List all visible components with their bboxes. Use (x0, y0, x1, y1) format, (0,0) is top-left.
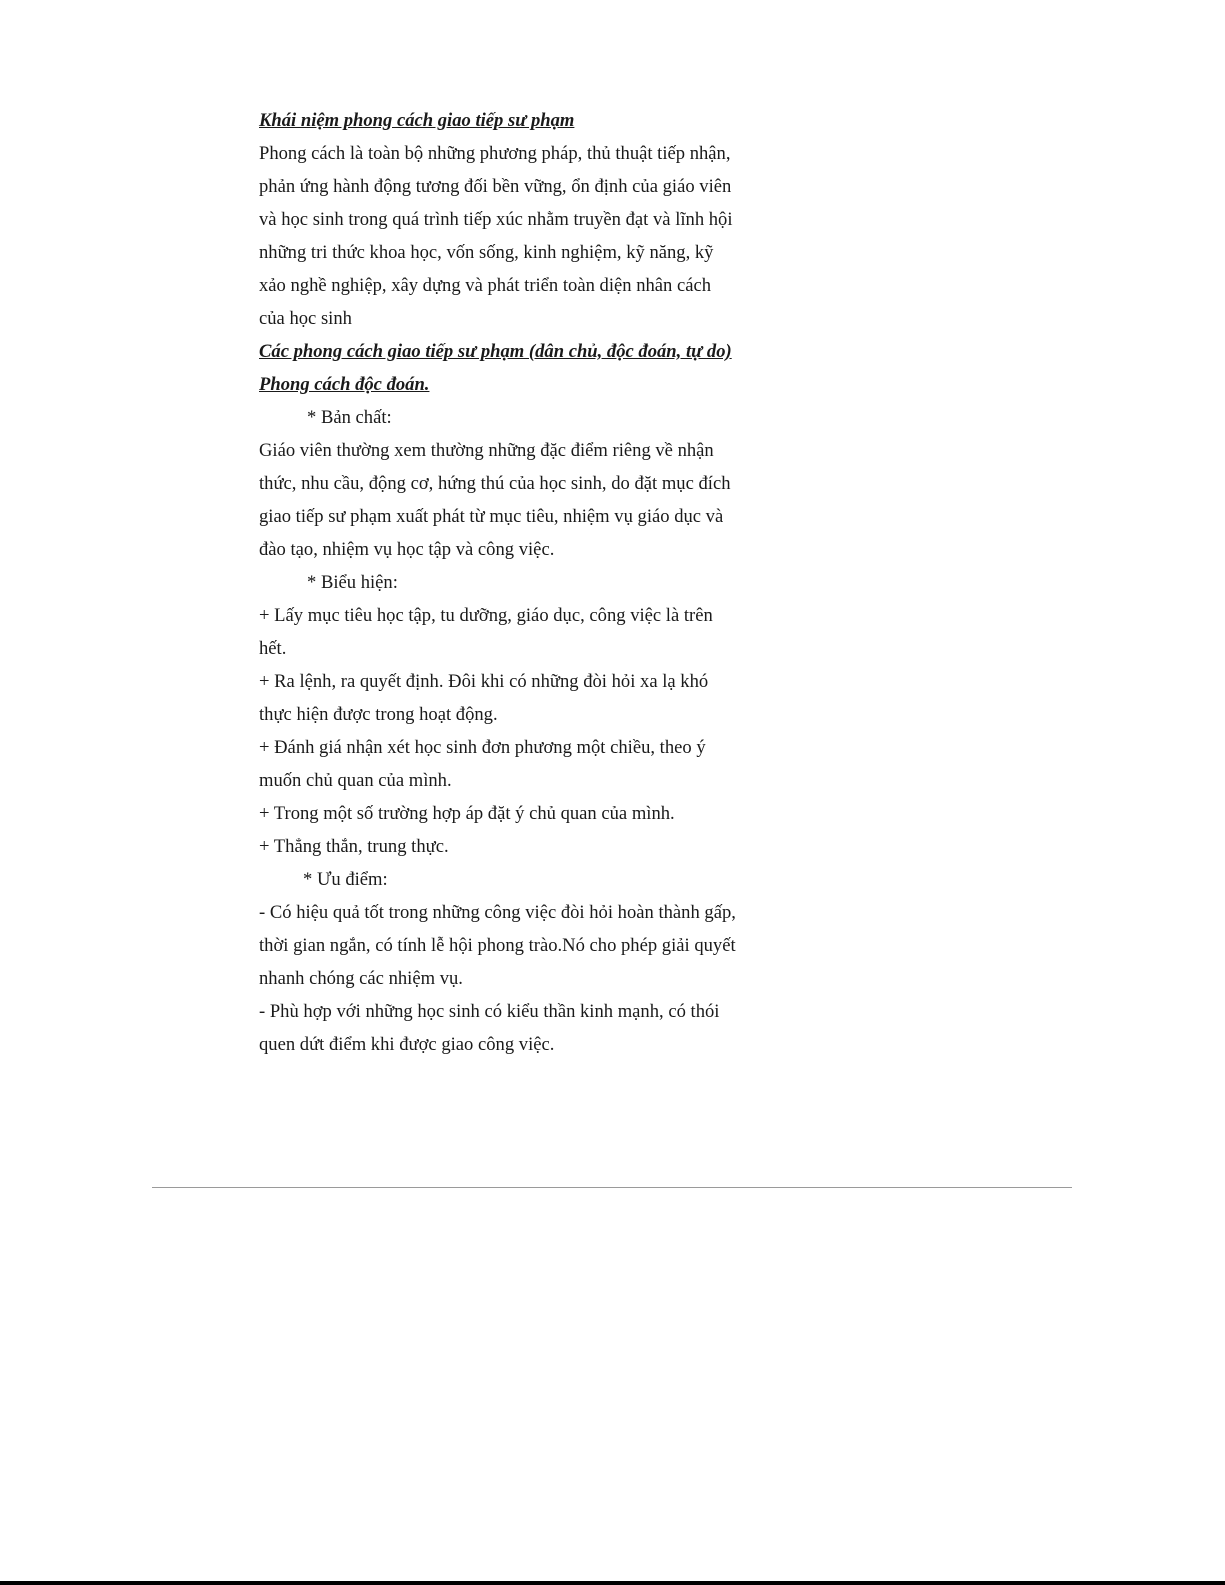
list-item-line: thời gian ngắn, có tính lễ hội phong trào.Nó cho phép giải quyết (259, 935, 736, 956)
paragraph-line: Giáo viên thường xem thường những đặc điểm riêng về nhận (259, 440, 714, 461)
heading-authoritarian: Phong cách độc đoán. (259, 374, 430, 395)
list-item-line: thực hiện được trong hoạt động. (259, 704, 498, 725)
page-divider (152, 1187, 1072, 1188)
list-item-line: + Ra lệnh, ra quyết định. Đôi khi có những đòi hỏi xa lạ khó (259, 671, 709, 692)
list-item-line: + Đánh giá nhận xét học sinh đơn phương một chiều, theo ý (259, 737, 706, 758)
list-item-line: - Có hiệu quả tốt trong những công việc đòi hỏi hoàn thành gấp, (259, 902, 736, 923)
paragraph-line: Phong cách là toàn bộ những phương pháp, thủ thuật tiếp nhận, (259, 143, 731, 164)
paragraph-line: của học sinh (259, 308, 352, 329)
heading-concept: Khái niệm phong cách giao tiếp sư phạm (259, 110, 575, 131)
paragraph-line: xảo nghề nghiệp, xây dựng và phát triển toàn diện nhân cách (259, 275, 712, 296)
subheading-advantages: * Ưu điểm: (303, 869, 388, 890)
subheading-manifestation: * Biểu hiện: (307, 572, 398, 593)
list-item-line: + Lấy mục tiêu học tập, tu dưỡng, giáo dục, công việc là trên (259, 605, 713, 626)
list-item-line: + Trong một số trường hợp áp đặt ý chủ quan của mình. (259, 803, 675, 824)
list-item-line: + Thẳng thắn, trung thực. (259, 836, 449, 857)
paragraph-line: đào tạo, nhiệm vụ học tập và công việc. (259, 539, 555, 560)
subheading-nature: * Bản chất: (307, 407, 392, 428)
heading-styles: Các phong cách giao tiếp sư phạm (dân chủ, độc đoán, tự do) (259, 341, 732, 362)
paragraph-line: phản ứng hành động tương đối bền vững, ổn định của giáo viên (259, 176, 732, 197)
list-item-line: nhanh chóng các nhiệm vụ. (259, 968, 463, 989)
paragraph-line: thức, nhu cầu, động cơ, hứng thú của học sinh, do đặt mục đích (259, 473, 731, 494)
list-item-line: - Phù hợp với những học sinh có kiểu thần kinh mạnh, có thói (259, 1001, 720, 1022)
list-item-line: muốn chủ quan của mình. (259, 770, 452, 791)
paragraph-line: giao tiếp sư phạm xuất phát từ mục tiêu, nhiệm vụ giáo dục và (259, 506, 724, 527)
page-bottom-edge (0, 1581, 1225, 1585)
list-item-line: hết. (259, 638, 287, 659)
paragraph-line: những tri thức khoa học, vốn sống, kinh nghiệm, kỹ năng, kỹ (259, 242, 714, 263)
document-body (259, 104, 779, 1061)
paragraph-line: và học sinh trong quá trình tiếp xúc nhằm truyền đạt và lĩnh hội (259, 209, 733, 230)
list-item-line: quen dứt điểm khi được giao công việc. (259, 1034, 555, 1055)
